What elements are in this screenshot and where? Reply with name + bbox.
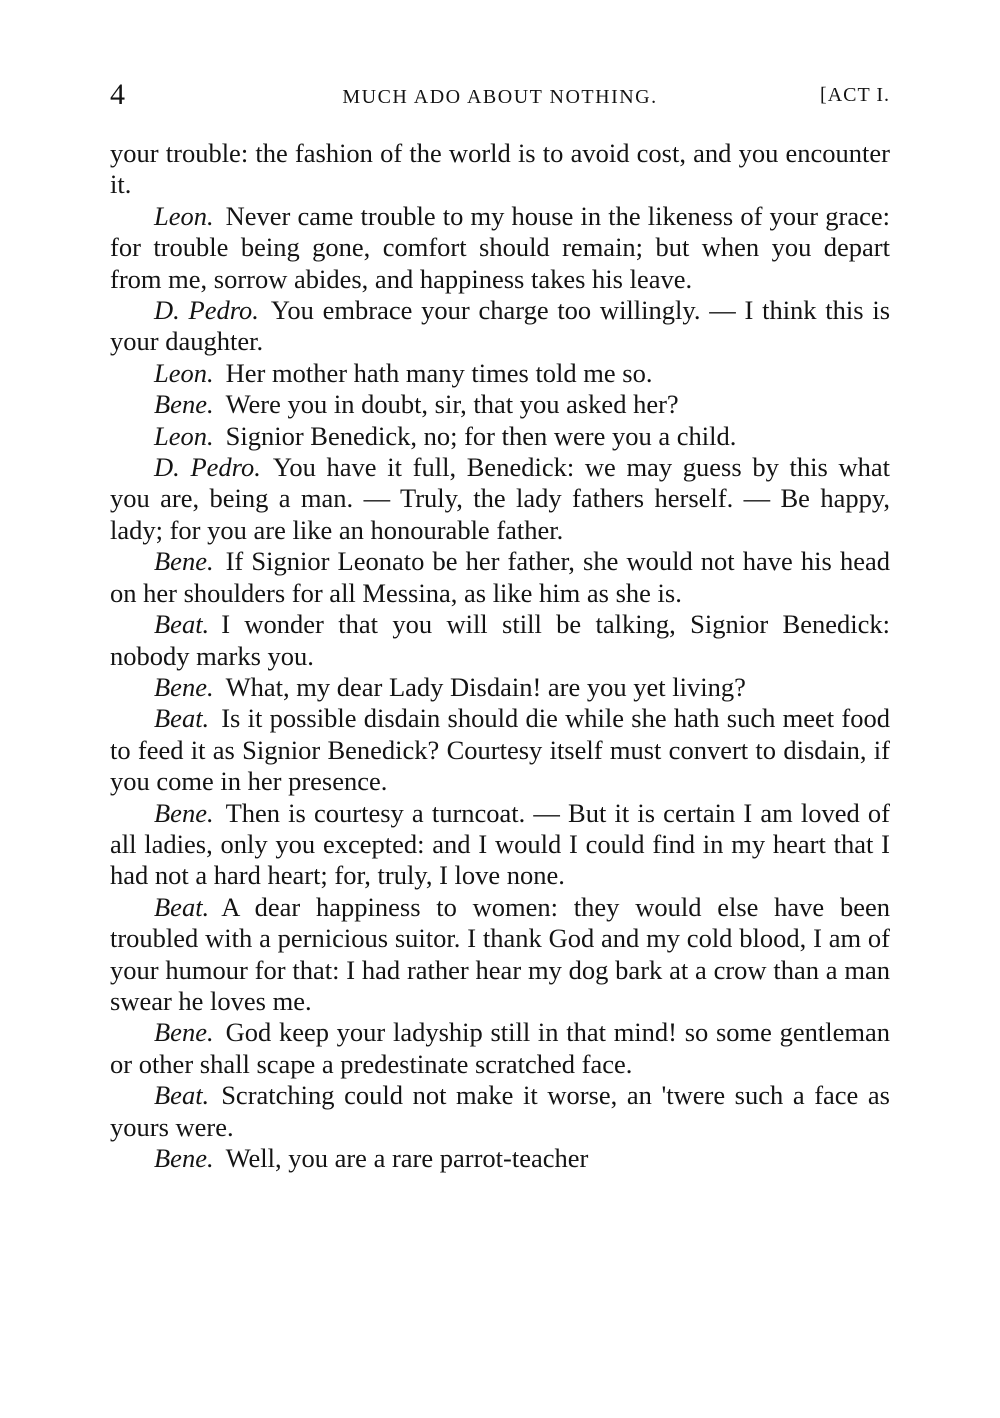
speech-text: Never came trouble to my house in the likeness of your grace: for trouble being gone, comfort should remain; but when you depart from me, sorrow abides, and happiness takes his leave. bbox=[110, 200, 890, 294]
speaker-name: D. Pedro. bbox=[154, 295, 259, 326]
speaker-name: Beat. bbox=[154, 703, 210, 734]
speaker-name: Leon. bbox=[154, 357, 214, 388]
running-title: MUCH ADO ABOUT NOTHING. bbox=[342, 86, 658, 108]
speech-text: Were you in doubt, sir, that you asked her? bbox=[225, 389, 679, 420]
speech-text: Then is courtesy a turncoat. — But it is certain I am loved of all ladies, only you excepted: and I would I could find in my heart that I had not a hard heart; for, truly, I love none. bbox=[110, 797, 890, 891]
speech-text: You embrace your charge too willingly. — I think this is your daughter. bbox=[110, 295, 891, 357]
speaker-name: D. Pedro. bbox=[154, 452, 261, 483]
speech-text: Is it possible disdain should die while she hath such meet food to feed it as Signior Benedick? Courtesy itself must convert to disdain, if you come in her presence. bbox=[110, 703, 890, 797]
speech-text: A dear happiness to women: they would else have been troubled with a pernicious suitor. I thank God and my cold blood, I am of your humour for that: I had rather hear my dog bark at a crow than a man swear he loves me. bbox=[110, 891, 890, 1016]
speech bbox=[110, 358, 890, 389]
speech bbox=[110, 703, 890, 797]
speech-text: You have it full, Benedick: we may guess by this what you are, being a man. — Truly, the lady fathers herself. — Be happy, lady; for you are like an honourable father. bbox=[110, 452, 890, 545]
speaker-name: Bene. bbox=[154, 546, 214, 577]
speech bbox=[110, 295, 890, 358]
speech bbox=[110, 609, 890, 672]
speaker-name: Beat. bbox=[154, 1080, 210, 1111]
speaker-name: Bene. bbox=[154, 671, 214, 702]
speech-text: What, my dear Lady Disdain! are you yet living? bbox=[225, 671, 746, 702]
speaker-name: Bene. bbox=[154, 389, 214, 420]
page-header bbox=[110, 78, 890, 118]
speech bbox=[110, 1143, 890, 1174]
speech bbox=[110, 201, 890, 295]
speech-text: I wonder that you will still be talking, Signior Benedick: nobody marks you. bbox=[110, 609, 890, 671]
speech bbox=[110, 1017, 890, 1080]
speech bbox=[110, 546, 890, 609]
speech-text: Her mother hath many times told me so. bbox=[225, 357, 653, 388]
speech-text: If Signior Leonato be her father, she would not have his head on her shoulders for all Messina, as like him as she is. bbox=[110, 546, 890, 608]
speech bbox=[110, 421, 890, 452]
paragraph-text: your trouble: the fashion of the world is to avoid cost, and you encounter it. bbox=[110, 138, 890, 200]
book-page bbox=[110, 78, 890, 1174]
page-number: 4 bbox=[110, 78, 125, 111]
speaker-name: Bene. bbox=[154, 1017, 214, 1048]
speech-text: Well, you are a rare parrot-teacher bbox=[225, 1143, 589, 1173]
act-label: [ACT I. bbox=[820, 84, 890, 106]
speaker-name: Beat. bbox=[154, 609, 210, 640]
speaker-name: Beat. bbox=[154, 891, 210, 922]
speech bbox=[110, 1080, 890, 1143]
speaker-name: Leon. bbox=[154, 200, 214, 231]
speech bbox=[110, 798, 890, 892]
speech-text: Signior Benedick, no; for then were you a child. bbox=[225, 420, 737, 451]
speaker-name: Bene. bbox=[154, 797, 214, 828]
speech bbox=[110, 892, 890, 1018]
speech bbox=[110, 389, 890, 420]
speaker-name: Bene. bbox=[154, 1143, 214, 1173]
speech-text: God keep your ladyship still in that mind! so some gentleman or other shall scape a predestinate scratched face. bbox=[110, 1017, 890, 1079]
play-text bbox=[110, 138, 890, 1174]
speech bbox=[110, 452, 890, 546]
paragraph bbox=[110, 138, 890, 201]
speech-text: Scratching could not make it worse, an 'twere such a face as yours were. bbox=[110, 1080, 890, 1142]
speech bbox=[110, 672, 890, 703]
speaker-name: Leon. bbox=[154, 420, 214, 451]
